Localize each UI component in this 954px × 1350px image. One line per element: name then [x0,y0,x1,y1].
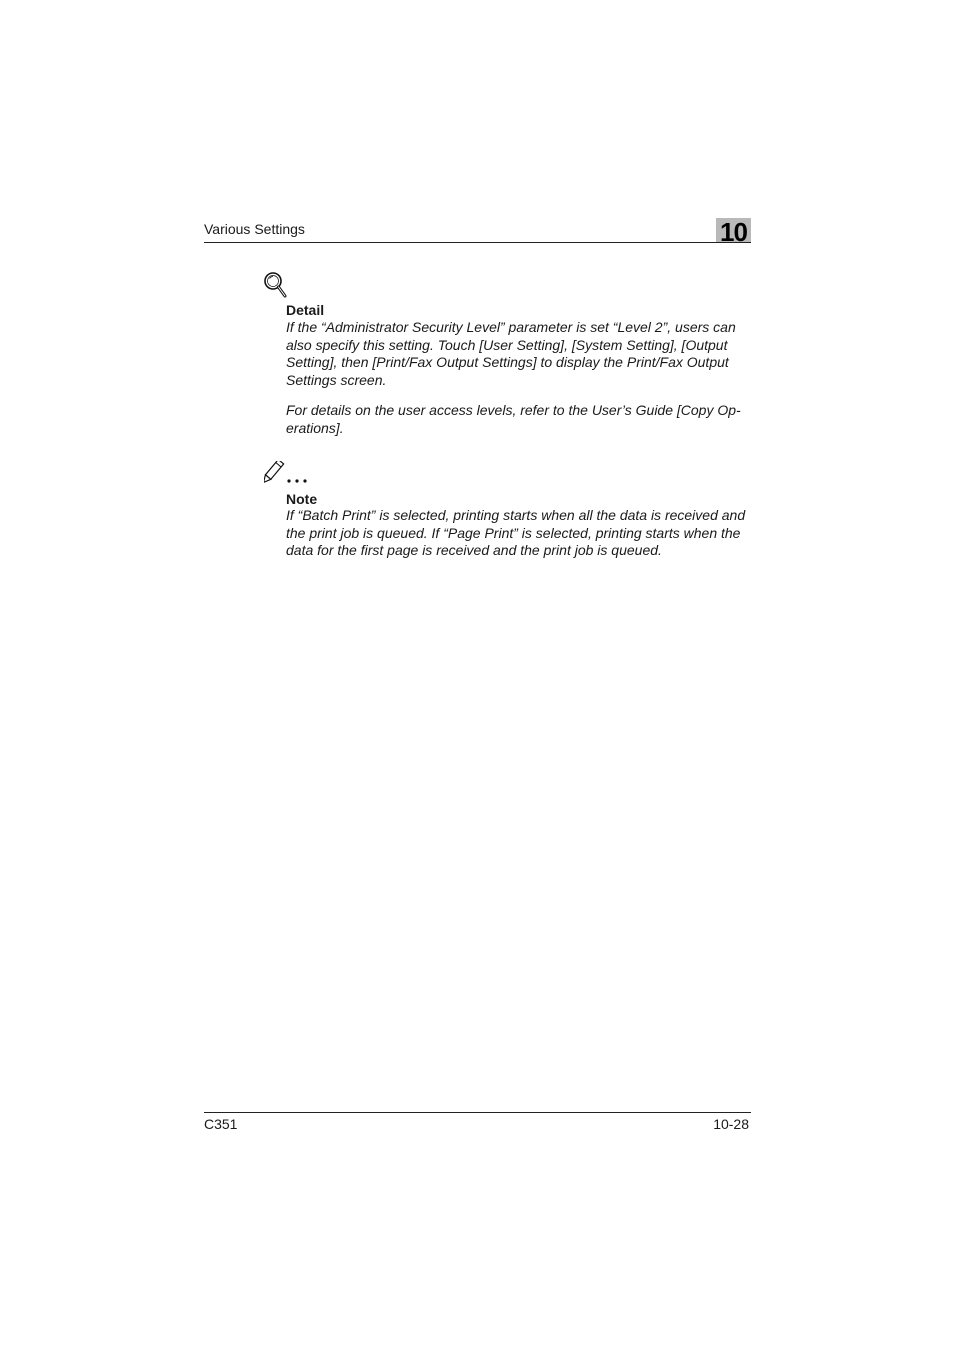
header-divider [204,242,751,243]
running-header-title: Various Settings [204,221,305,237]
note-heading: Note [286,491,318,507]
magnifier-icon [263,271,289,301]
chapter-number: 10 [720,217,747,247]
detail-heading: Detail [286,302,325,318]
note-paragraph: If “Batch Print” is selected, printing starts when all the data is received and the print job is queued. If “Page Print” is selected, printing starts when the data for the first page is received and the print job is queued. [286,507,746,558]
detail-paragraph: For details on the user access levels, refer to the User’s Guide [Copy Op-erations]. [286,402,741,436]
detail-paragraph: If the “Administrator Security Level” parameter is set “Level 2”, users can also specify this setting. Touch [User Setting], [System Setting], [Output Setting], then [Print/Fax Output Settings] to display the Print/Fax Output Settings screen. [286,319,736,388]
footer-page-number: 10-28 [713,1116,749,1132]
pencil-icon [264,461,312,485]
footer-model: C351 [204,1116,238,1132]
footer-divider [204,1112,751,1113]
